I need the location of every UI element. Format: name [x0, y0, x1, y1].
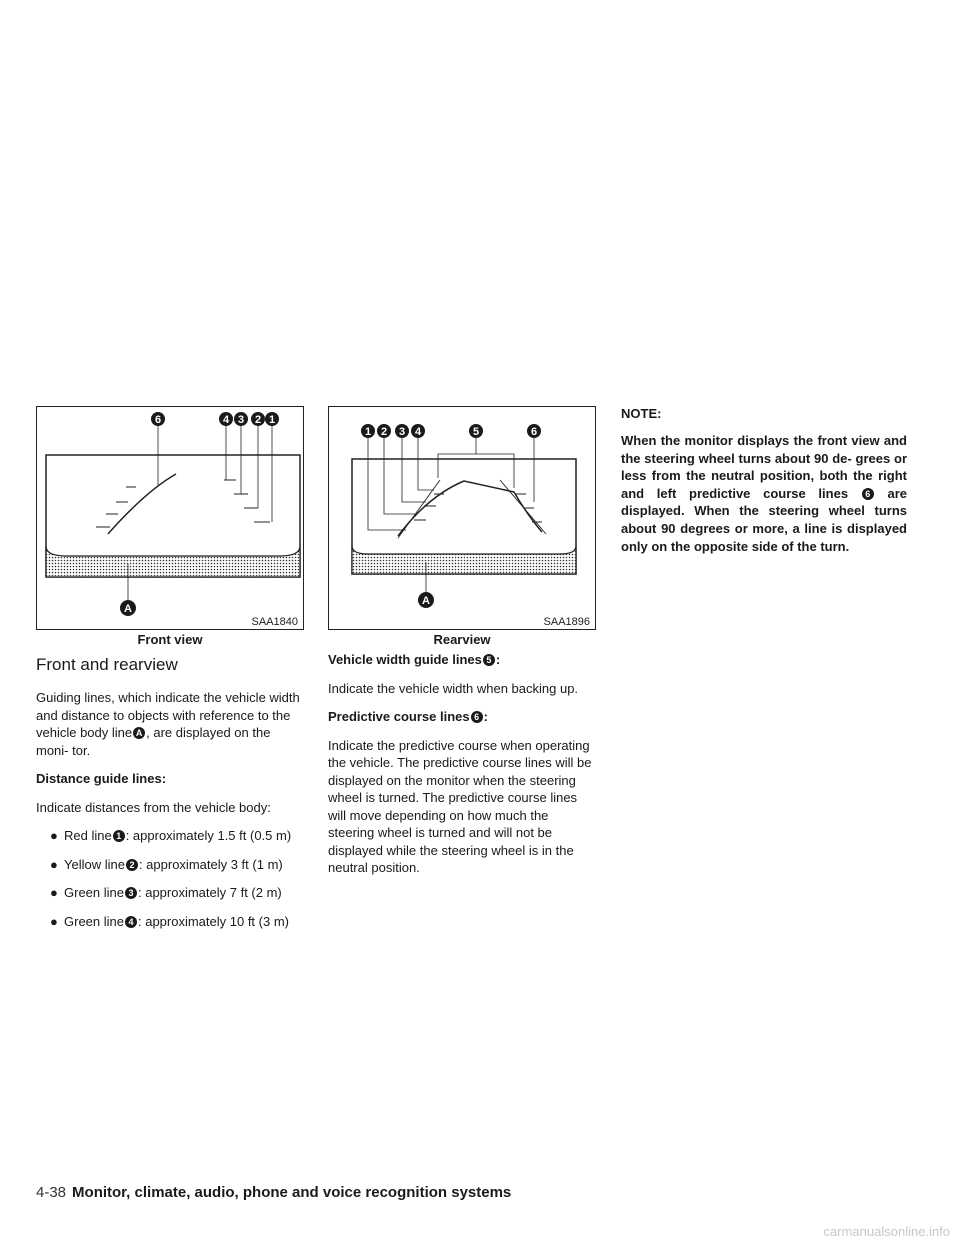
number-6-icon: 6: [862, 488, 874, 500]
front-callout-4: 4: [222, 414, 230, 426]
number-3-icon: 3: [125, 887, 137, 899]
rear-callout-5: 5: [472, 426, 480, 438]
page-footer: [36, 1184, 511, 1201]
left-column: [36, 406, 304, 941]
number-4-icon: 4: [125, 916, 137, 928]
right-column: [621, 406, 907, 555]
front-callout-3: 3: [237, 414, 245, 426]
rearview-caption: Rearview: [433, 632, 491, 647]
number-5-icon: 5: [483, 654, 495, 666]
number-2-icon: 2: [126, 859, 138, 871]
front-view-figure: [36, 406, 304, 630]
bullet-icon: ●: [50, 856, 58, 872]
list-item: ● Green line 3 : approximately 7 ft (2 m): [50, 885, 282, 900]
marker-a-icon: A: [133, 727, 145, 739]
front-view-diagram: [36, 406, 304, 630]
number-1-icon: 1: [113, 830, 125, 842]
list-item: ● Yellow line 2 : approximately 3 ft (1 m): [50, 856, 283, 872]
note-title: NOTE:: [621, 406, 662, 421]
distance-guide-intro: Indicate distances from the vehicle body:: [36, 799, 271, 815]
distance-guide-title: Distance guide lines:: [36, 771, 167, 786]
width-guide-text: Indicate the vehicle width when backing up.: [328, 680, 579, 696]
rear-callout-a: A: [422, 595, 430, 607]
section-heading: Front and rearview: [36, 655, 178, 674]
front-view-caption: Front view: [137, 632, 203, 647]
number-6-icon: 6: [471, 711, 483, 723]
distance-lines-list: [36, 827, 304, 930]
middle-column: [328, 406, 596, 888]
rear-callout-2: 2: [380, 426, 388, 438]
front-callout-a: A: [124, 603, 132, 615]
rear-callout-6: 6: [530, 426, 538, 438]
page-number: 4-38: [36, 1184, 67, 1201]
front-callout-1: 1: [268, 414, 276, 426]
note-text: When the monitor displays the front view and the steering wheel turns about 90 de- grees or less from the neutral position, both the right and left predictive course lines 6 are displayed. When the steering wheel turns about 90 degrees or more, a line is displayed only on the opposite side of the turn.: [621, 433, 907, 554]
list-item: ● Red line 1 : approximately 1.5 ft (0.5 m): [50, 828, 292, 843]
bullet-icon: ●: [50, 913, 58, 929]
rear-figure-code: SAA1896: [543, 616, 590, 628]
list-item: ● Green line 4 : approximately 10 ft (3 m): [50, 913, 289, 929]
front-callout-2: 2: [254, 414, 262, 426]
width-guide-title: Vehicle width guide lines 5 :: [328, 652, 501, 667]
watermark: carmanualsonline.info: [823, 1224, 950, 1239]
front-figure-code: SAA1840: [251, 616, 298, 628]
bullet-icon: ●: [50, 828, 58, 843]
rear-callout-4: 4: [414, 426, 422, 438]
intro-paragraph: Guiding lines, which indicate the vehicle width and distance to objects with reference to the vehicle body line A , are displayed on the moni- tor.: [36, 690, 300, 758]
rear-callout-1: 1: [364, 426, 372, 438]
front-callout-6: 6: [154, 414, 162, 426]
rearview-diagram: [328, 406, 596, 630]
predictive-course-title: Predictive course lines 6 :: [328, 709, 488, 724]
chapter-title: Monitor, climate, audio, phone and voice recognition systems: [72, 1184, 512, 1201]
predictive-course-text: Indicate the predictive course when operating the vehicle. The predictive course lines will be displayed on the monitor when the steering wheel is turned. The predictive course lines will move depending on how much the steering wheel is turned and will not be displayed while the steering wheel is in the neutral position.: [328, 737, 592, 875]
bullet-icon: ●: [50, 885, 58, 900]
rear-callout-3: 3: [398, 426, 406, 438]
rearview-figure: [328, 406, 596, 630]
